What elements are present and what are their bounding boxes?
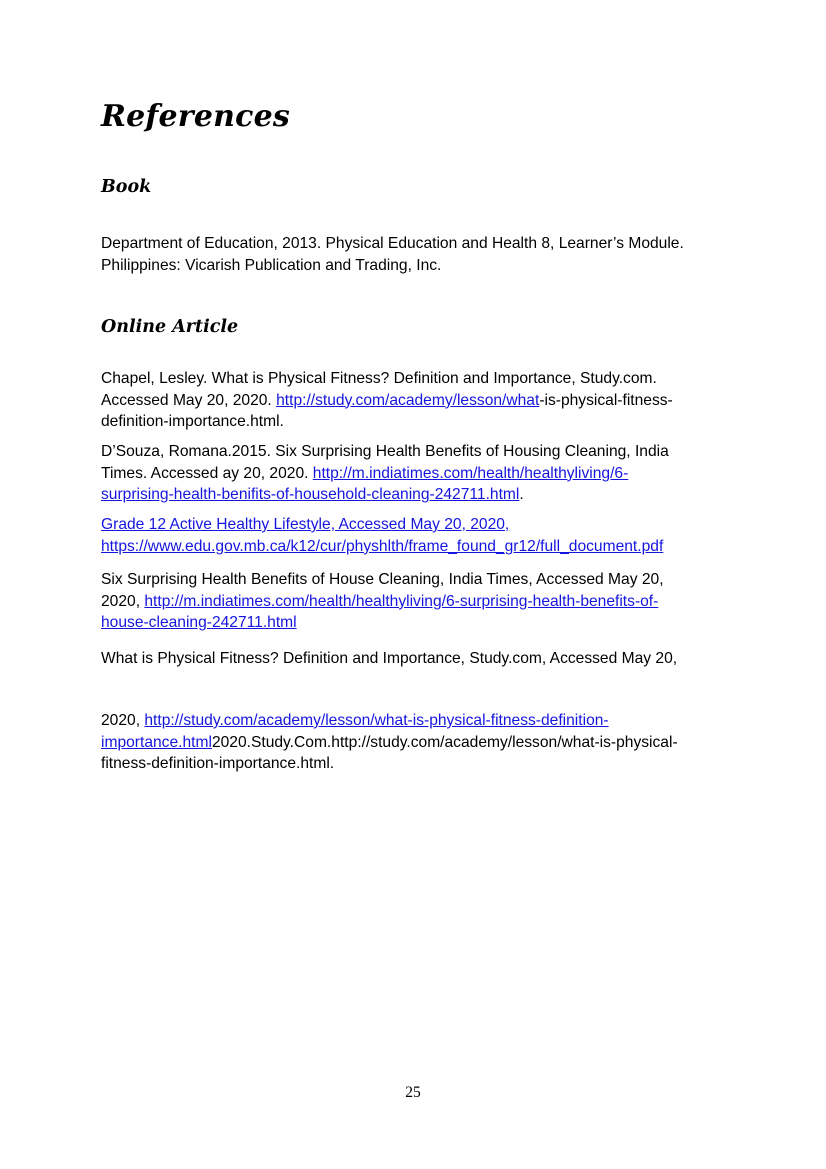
reference-entry-book-1: Department of Education, 2013. Physical Education and Health 8, Learner’s Module. Philippines: Vicarish Publication and Trading, Inc. — [101, 235, 684, 274]
reference-entry-online-1 — [101, 368, 741, 433]
reference-entry-online-2 — [101, 441, 741, 506]
page-title: References — [101, 99, 290, 134]
reference-text: Chapel, Lesley. What is Physical Fitness? Definition and Importance, Study.com. Accessed May 20, 2020. — [101, 370, 657, 409]
section-heading-online-article: Online Article — [101, 317, 239, 337]
reference-text: D’Souza, Romana.2015. Six Surprising Health Benefits of Housing Cleaning, India Times. Accessed ay 20, 2020. — [101, 443, 669, 482]
reference-link[interactable]: http://study.com/academy/lesson/what-is-physical-fitness-definition- importance.html — [101, 712, 609, 751]
reference-text: . — [519, 486, 524, 503]
reference-text: Six Surprising Health Benefits of House Cleaning, India Times, Accessed May 20, 2020, — [101, 571, 664, 610]
reference-text: -is-physical-fitness- definition-importance.html. — [101, 391, 673, 430]
reference-link[interactable]: http://m.indiatimes.com/health/healthyliving/6-surprising-health-benefits-of- house-cleaning-242711.html — [101, 592, 659, 631]
reference-entry-online-6 — [101, 710, 741, 775]
section-heading-book: Book — [101, 177, 152, 197]
reference-entry-online-3 — [101, 514, 741, 557]
reference-entry-online-5: What is Physical Fitness? Definition and Importance, Study.com, Accessed May 20, — [101, 650, 678, 667]
reference-link[interactable]: http://m.indiatimes.com/health/healthyliving/6- surprising-health-benifits-of-household-cleaning-242711.html — [101, 464, 629, 503]
reference-text: 2020.Study.Com.http://study.com/academy/lesson/what-is-physical- fitness-definition-importance.html. — [101, 733, 678, 772]
reference-entry-online-4 — [101, 569, 741, 634]
page-number: 25 — [405, 1084, 421, 1101]
reference-text: 2020, — [101, 712, 145, 729]
reference-link[interactable]: Grade 12 Active Healthy Lifestyle, Accessed May 20, 2020, https://www.edu.gov.mb.ca/k12/cur/physhlth/frame_found_gr12/full_document.pdf — [101, 516, 664, 555]
reference-link[interactable]: http://study.com/academy/lesson/what — [276, 391, 540, 409]
